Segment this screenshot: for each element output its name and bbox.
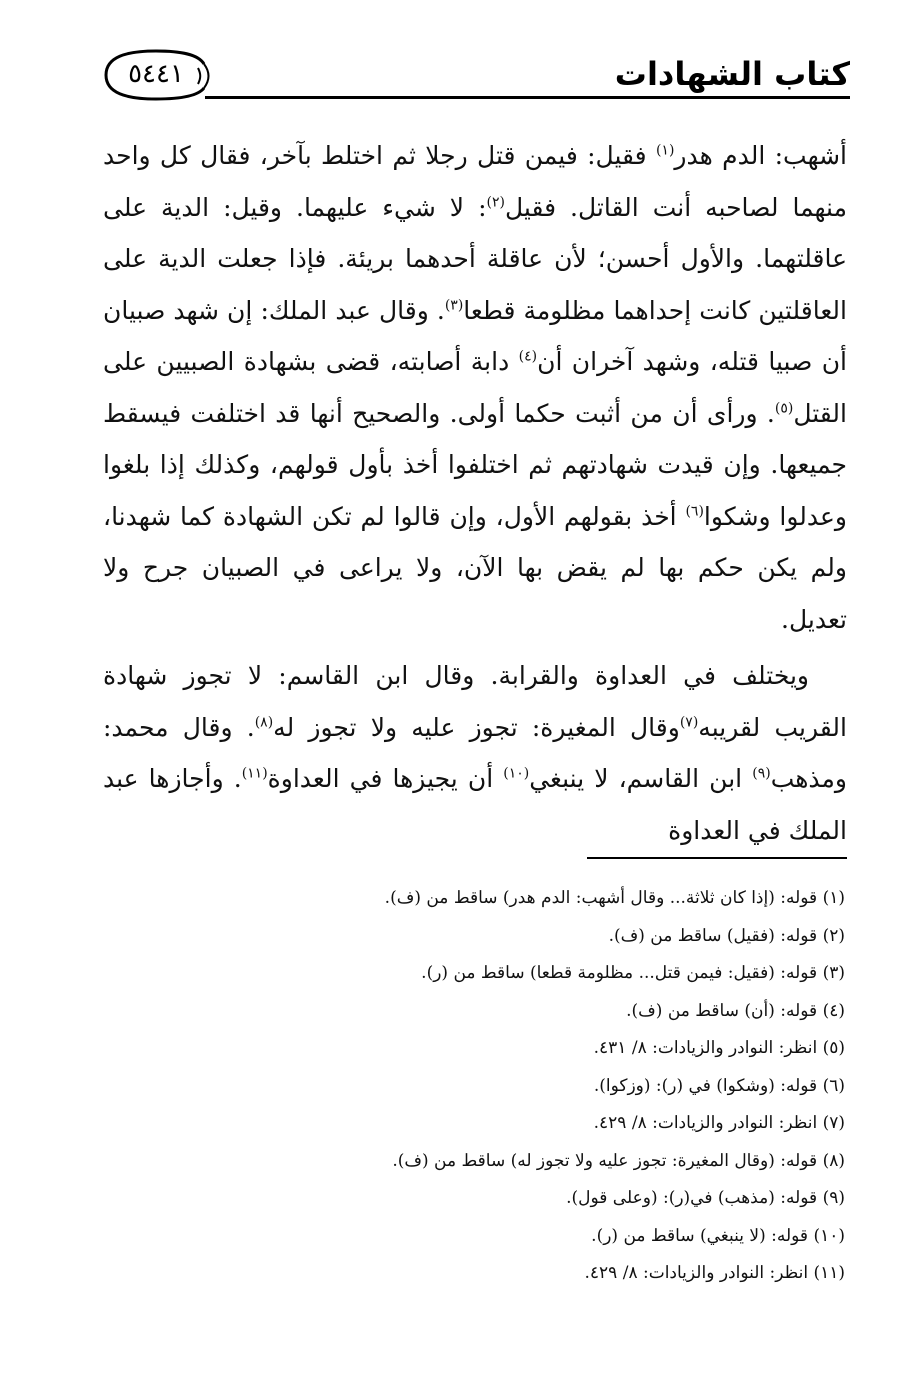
text-run: ابن القاسم، لا ينبغي	[529, 764, 753, 793]
body-paragraph	[103, 650, 847, 856]
footnote-ref: (٩)	[752, 765, 771, 782]
footnote-ref: (٣)	[444, 297, 464, 314]
footnote-item: (٤) قوله: (أن) ساقط من (ف).	[626, 1000, 845, 1021]
text-run: وقال المغيرة: تجوز عليه ولا تجوز له	[273, 712, 680, 742]
footnote-ref: (٤)	[518, 348, 538, 365]
page-number-badge	[100, 48, 212, 102]
text-run: . وأجازها عبد الملك في العداوة	[103, 764, 847, 845]
text-run: ويختلف في العداوة والقرابة. وقال ابن القاسم: لا تجوز شهادة القريب لقريبه	[103, 661, 847, 742]
footnote-ref: (٦)	[685, 503, 704, 520]
footnote-ref: (١١)	[241, 765, 268, 782]
text-run: : لا شيء عليهما. وقيل: الدية على عاقلتهما. والأول أحسن؛ لأن عاقلة أحدهما بريئة. فإذا جعلت الدية على العاقلتين كانت إحداهما مظلومة قطعا	[103, 192, 847, 325]
header-rule	[205, 96, 850, 99]
body-paragraph	[103, 130, 847, 645]
footnote-item: (٧) انظر: النوادر والزيادات: ٨/ ٤٢٩.	[593, 1113, 845, 1133]
footnote-ref: (٢)	[486, 194, 505, 211]
footnote-ref: (٥)	[774, 400, 794, 417]
footnote-item: (١٠) قوله: (لا ينبغي) ساقط من (ر).	[591, 1225, 845, 1246]
footnote-item: (٨) قوله: (وقال المغيرة: تجوز عليه ولا تجوز له) ساقط من (ف).	[392, 1150, 845, 1171]
chapter-title: كتاب الشهادات	[614, 55, 850, 93]
footnote-ref: (٨)	[254, 714, 274, 731]
footnote-item: (٩) قوله: (مذهب) في(ر): (وعلى قول).	[566, 1188, 845, 1208]
text-run: . وقال عبد الملك: إن شهد صبيان أن صبيا قتله، وشهد آخران أن	[103, 295, 848, 376]
text-run: . ورأى أن من أثبت حكما أولى. والصحيح أنها قد اختلفت فيسقط جميعها. وإن قيدت شهادتهم ثم اختلفوا أخذ بأول قولهم، وكذلك إذا بلغوا وعدلوا وشكوا	[103, 398, 848, 531]
footnote-ref: (١٠)	[503, 765, 530, 782]
text-run: . وقال محمد: ومذهب	[103, 712, 848, 793]
page-header	[100, 40, 850, 110]
footnote-item: (٦) قوله: (وشكوا) في (ر): (وزكوا).	[593, 1075, 845, 1096]
footnote-item: (١) قوله: (إذا كان ثلاثة... وقال أشهب: الدم هدر) ساقط من (ف).	[384, 888, 845, 908]
footnote-ref: (١)	[655, 142, 675, 159]
text-run: أخذ بقولهم الأول، وإن قالوا لم تكن الشهادة كما شهدنا، ولم يكن حكم بها لم يقض بها الآن، ولا يراعى في الصبيان جرح ولا تعديل.	[103, 501, 847, 634]
main-text	[103, 130, 847, 856]
text-run: فقيل: فيمن قتل رجلا ثم اختلط بآخر، فقال كل واحد منهما لصاحبه أنت القاتل. فقيل	[103, 141, 847, 222]
footnote-item: (١١) انظر: النوادر والزيادات: ٨/ ٤٢٩.	[584, 1263, 845, 1283]
page-number: ٥٤٤١	[128, 59, 184, 89]
text-run: أشهب: الدم هدر	[674, 141, 848, 170]
footnote-item: (٢) قوله: (فقيل) ساقط من (ف).	[608, 925, 845, 946]
footnote-item: (٥) انظر: النوادر والزيادات: ٨/ ٤٣١.	[593, 1038, 845, 1058]
footnotes	[200, 880, 845, 1293]
text-run: دابة أصابته، قضى بشهادة الصبيين على القتل	[103, 347, 847, 428]
footnote-item: (٣) قوله: (فقيل: فيمن قتل... مظلومة قطعا) ساقط من (ر).	[421, 963, 845, 983]
footnote-separator	[587, 857, 847, 859]
text-run: أن يجيزها في العداوة	[267, 764, 504, 793]
footnote-ref: (٧)	[679, 714, 699, 731]
